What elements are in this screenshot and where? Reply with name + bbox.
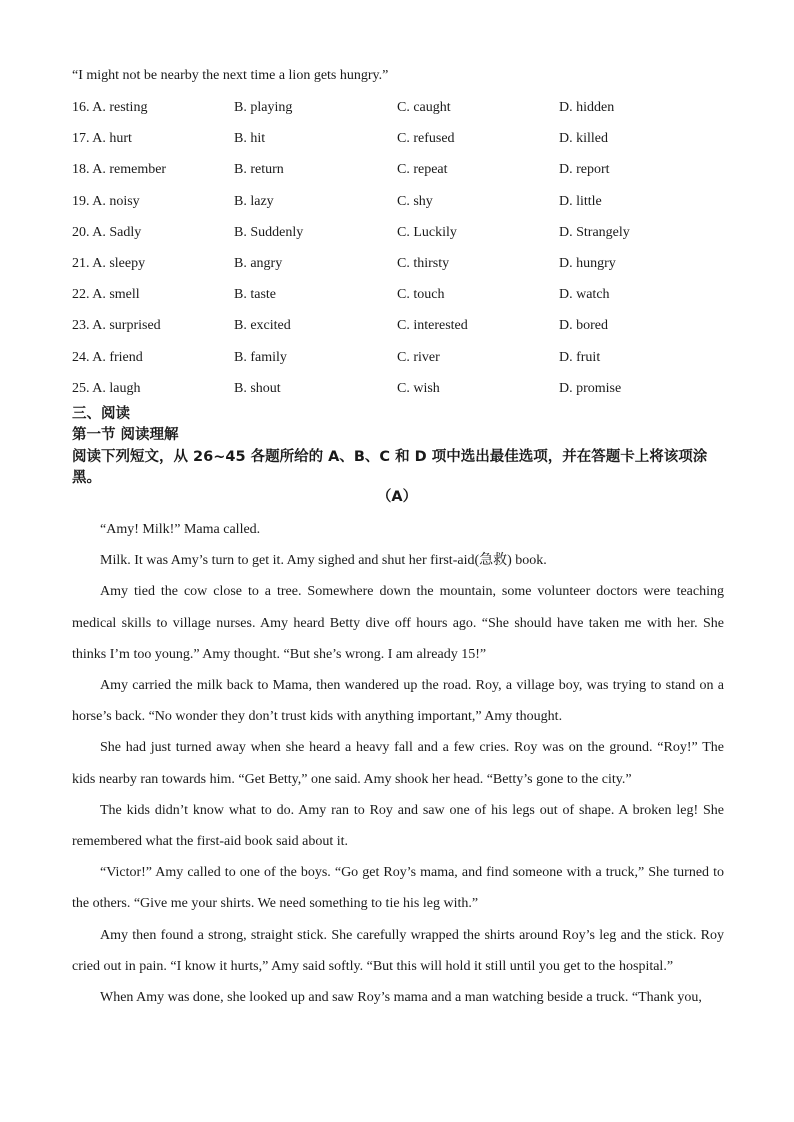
option-c: C. shy (397, 193, 433, 209)
paragraph: She had just turned away when she heard a heavy fall and a few cries. Roy was on the ground. “Roy!” The kids nearby ran towards him. “Get Betty,” one said. Amy shook her head. “Betty’s gone to the city.” (72, 740, 724, 787)
option-a: 24. A. friend (72, 349, 143, 365)
option-b: B. shout (234, 380, 281, 396)
option-d: D. hidden (559, 100, 615, 115)
option-c: C. caught (397, 100, 451, 115)
paragraph: The kids didn’t know what to do. Amy ran to Roy and saw one of his legs out of shape. A broken leg! She remembered what the first-aid book said about it. (72, 802, 724, 850)
option-row (72, 192, 732, 223)
option-b: B. lazy (234, 193, 274, 209)
paragraph: Amy carried the milk back to Mama, then wandered up the road. Roy, a village boy, was trying to stand on a horse’s back. “No wonder they don’t trust kids with anything important,” Amy thought. (72, 678, 724, 725)
option-row (72, 98, 732, 129)
option-c: C. Luckily (397, 224, 457, 240)
option-d: D. little (559, 193, 602, 209)
option-a: 25. A. laugh (72, 380, 141, 396)
option-a: 23. A. surprised (72, 318, 161, 334)
option-d: D. killed (559, 131, 608, 147)
option-a: 20. A. Sadly (72, 224, 142, 240)
passage-label: （A） (376, 489, 418, 505)
option-b: B. family (234, 349, 287, 365)
option-row (72, 316, 732, 347)
option-a: 22. A. smell (72, 287, 140, 303)
option-d: D. promise (559, 380, 622, 396)
option-row (72, 285, 732, 316)
sub-title: 第一节 阅读理解 (72, 427, 179, 443)
option-b: B. excited (234, 318, 291, 334)
option-a: 17. A. hurt (72, 131, 132, 147)
option-c: C. interested (397, 318, 468, 334)
option-c: C. wish (397, 380, 440, 396)
option-b: B. hit (234, 131, 266, 147)
intro-line: “I might not be nearby the next time a lion gets hungry.” (72, 68, 389, 83)
option-d: D. report (559, 162, 610, 178)
option-c: C. touch (397, 287, 445, 303)
option-a: 18. A. remember (72, 162, 167, 178)
option-d: D. hungry (559, 255, 616, 271)
option-row (72, 348, 732, 379)
section-title: 三、阅读 (72, 406, 130, 422)
option-row (72, 379, 732, 410)
option-row (72, 223, 732, 254)
option-d: D. Strangely (559, 224, 630, 240)
answer-options (72, 98, 732, 410)
option-b: B. Suddenly (234, 224, 304, 240)
paragraph: Amy tied the cow close to a tree. Somewhere down the mountain, some volunteer doctors were teaching medical skills to village nurses. Amy heard Betty dive off hours ago. “She should have taken me with her. She thinks I’m too young.” Amy thought. “But she’s wrong. I am already 15!” (72, 584, 724, 662)
option-c: C. thirsty (397, 255, 450, 271)
paragraph: When Amy was done, she looked up and saw Roy’s mama and a man watching beside a truck. “Thank you, (100, 990, 702, 1006)
option-d: D. bored (559, 318, 608, 334)
option-a: 21. A. sleepy (72, 255, 146, 271)
option-d: D. watch (559, 287, 610, 303)
instruction-text: 阅读下列短文，从 26~45 各题所给的 A、B、C 和 D 项中选出最佳选项，并在答题卡上将该项涂黑。 (72, 449, 708, 486)
option-row (72, 254, 732, 285)
option-b: B. return (234, 162, 284, 178)
option-b: B. angry (234, 255, 283, 271)
option-d: D. fruit (559, 349, 601, 365)
option-c: C. river (397, 349, 440, 365)
paragraph: “Victor!” Amy called to one of the boys. “Go get Roy’s mama, and find someone with a truck,” She turned to the others. “Give me your shirts. We need something to tie his leg with.” (72, 865, 724, 912)
option-c: C. refused (397, 131, 455, 147)
option-c: C. repeat (397, 162, 448, 178)
paragraph: Milk. It was Amy’s turn to get it. Amy sighed and shut her first-aid(急救) book. (100, 553, 547, 569)
option-row (72, 129, 732, 160)
paragraph: “Amy! Milk!” Mama called. (100, 522, 261, 537)
option-a: 16. A. resting (72, 100, 148, 115)
reading-passage (72, 514, 724, 1013)
option-a: 19. A. noisy (72, 193, 140, 209)
option-b: B. taste (234, 287, 276, 303)
option-row (72, 160, 732, 191)
paragraph: Amy then found a strong, straight stick. She carefully wrapped the shirts around Roy’s leg and the stick. Roy cried out in pain. “I know it hurts,” Amy said softly. “But this will hold it still until you get to the hospital.” (72, 927, 724, 974)
option-b: B. playing (234, 100, 293, 115)
